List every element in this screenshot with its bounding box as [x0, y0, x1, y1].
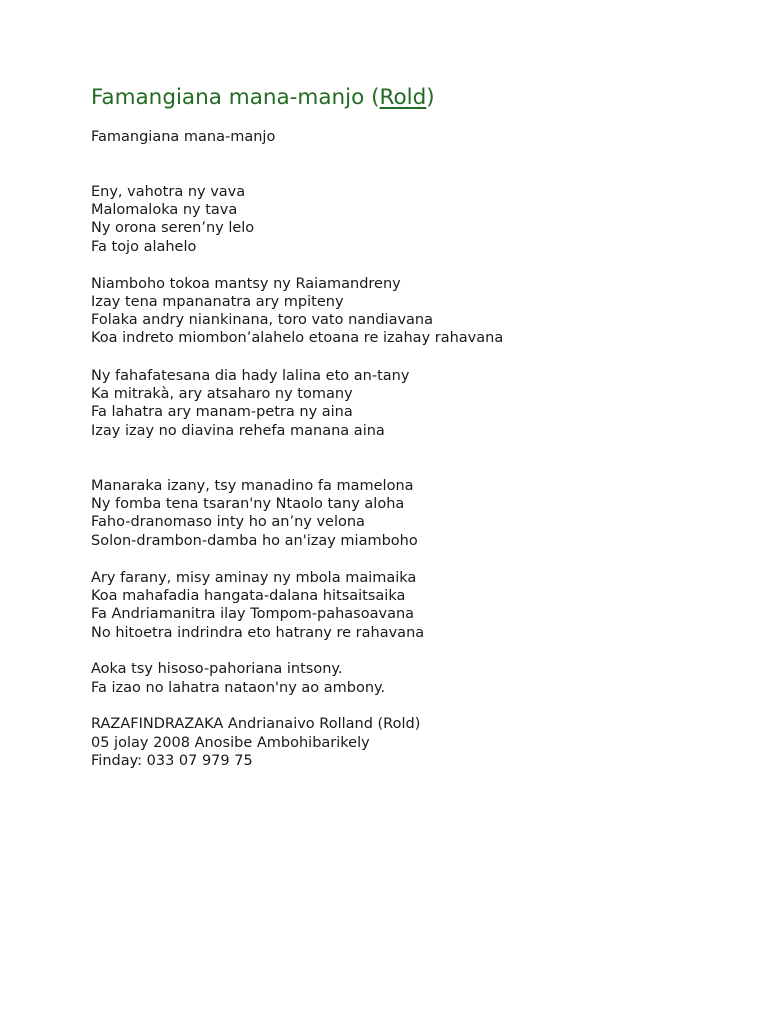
poem-line: Manaraka izany, tsy manadino fa mamelona: [91, 478, 414, 494]
title-close: ): [426, 85, 435, 110]
poem-line: Fa lahatra ary manam-petra ny aina: [91, 404, 353, 420]
poem-line: Koa indreto miombon’alahelo etoana re izahay rahavana: [91, 330, 504, 346]
poem-line: Ny fahafatesana dia hady lalina eto an-tany: [91, 368, 410, 384]
poem-line: Izay izay no diavina rehefa manana aina: [91, 423, 385, 439]
author-link[interactable]: Rold: [379, 85, 427, 110]
page-title: [91, 84, 435, 112]
poem-line: No hitoetra indrindra eto hatrany re rahavana: [91, 625, 425, 641]
signature-phone: Finday: 033 07 979 75: [91, 753, 253, 769]
poem-line: Ary farany, misy aminay ny mbola maimaika: [91, 570, 417, 586]
poem-line: Malomaloka ny tava: [91, 202, 238, 218]
subtitle: Famangiana mana-manjo: [91, 129, 276, 145]
poem-line: Ka mitrakà, ary atsaharo ny tomany: [91, 386, 353, 402]
poem-line: Folaka andry niankinana, toro vato nandiavana: [91, 312, 434, 328]
poem-line: Koa mahafadia hangata-dalana hitsaitsaika: [91, 588, 406, 604]
poem-line: Solon-drambon-damba ho an'izay miamboho: [91, 533, 418, 549]
title-text: Famangiana mana-manjo (: [91, 85, 380, 110]
poem-line: Faho-dranomaso inty ho an’ny velona: [91, 514, 365, 530]
signature-date-place: 05 jolay 2008 Anosibe Ambohibarikely: [91, 735, 370, 751]
poem-line: Fa tojo alahelo: [91, 239, 197, 255]
poem-line: Niamboho tokoa mantsy ny Raiamandreny: [91, 276, 401, 292]
signature-name: RAZAFINDRAZAKA Andrianaivo Rolland (Rold): [91, 716, 421, 732]
poem-line: Fa Andriamanitra ilay Tompom-pahasoavana: [91, 606, 415, 622]
poem-line: Aoka tsy hisoso-pahoriana intsony.: [91, 661, 343, 677]
poem-line: Fa izao no lahatra nataon'ny ao ambony.: [91, 680, 386, 696]
poem-line: Ny fomba tena tsaran'ny Ntaolo tany aloha: [91, 496, 405, 512]
poem-line: Eny, vahotra ny vava: [91, 184, 246, 200]
poem-line: Izay tena mpananatra ary mpiteny: [91, 294, 344, 310]
poem-line: Ny orona seren’ny lelo: [91, 220, 255, 236]
